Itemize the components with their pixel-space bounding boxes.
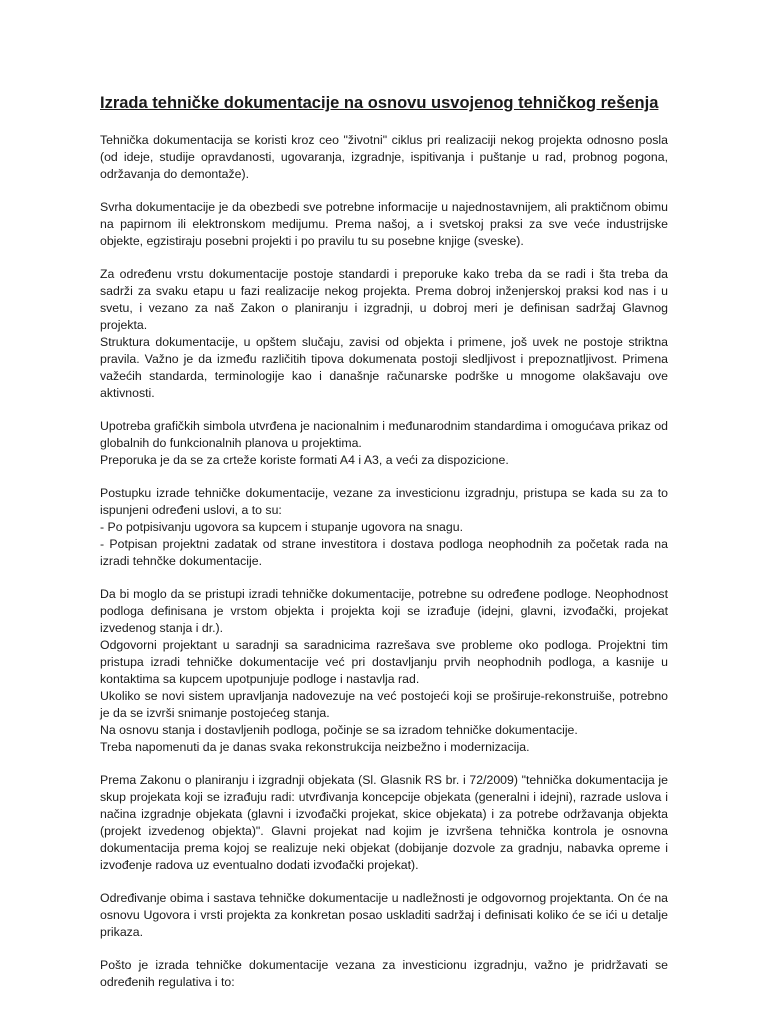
- document-body: [100, 132, 668, 991]
- paragraph-prerequisites: Da bi moglo da se pristupi izradi tehničke dokumentacije, potrebne su određene podloge. Neophodnost podloga definisana je vrstom objekta i projekta koji se izrađuje (idejni, glavni, izvođački, projekat izvedenog stanja i dr.).: [100, 587, 668, 635]
- paragraph-graphic-symbols: Upotreba grafičkih simbola utvrđena je nacionalnim i međunarodnim standardima i omogućava prikaz od globalnih do funkcionalnih planova u projektima.: [100, 419, 669, 450]
- list-item-contract: - Po potpisivanju ugovora sa kupcem i stupanje ugovora na snagu.: [100, 520, 463, 534]
- paragraph-standards: Za određenu vrstu dokumentacije postoje standardi i preporuke kako treba da se radi i šta treba da sadrži za svaku etapu u fazi realizacije nekog projekta. Prema dobroj inženjerskoj praksi kod nas i u svetu, i vezano za naš Zakon o planiranju i izgradnji, u dobroj meri je definisan sadržaj Glavnog projekta.: [100, 267, 668, 332]
- paragraph-regulations: Pošto je izrada tehničke dokumentacije vezana za investicionu izgradnju, važno je pridržavati se određenih regulativa i to:: [100, 958, 668, 989]
- paragraph-existing-system: Ukoliko se novi sistem upravljanja nadovezuje na već postojeći koji se proširuje-rekonstruiše, potrebno je da se izvrši snimanje postojećeg stanja.: [100, 689, 668, 720]
- paragraph-reconstruction: Treba napomenuti da je danas svaka rekonstrukcija neizbežno i modernizacija.: [100, 740, 530, 754]
- list-item-project-task: - Potpisan projektni zadatak od strane investitora i dostava podloga neophodnih za početak rada na izradi tehnčke dokumentacije.: [100, 537, 668, 568]
- paragraph-law-definition: Prema Zakonu o planiranju i izgradnji objekata (Sl. Glasnik RS br. i 72/2009) "tehnička dokumentacija je skup projekata koji se izrađuju radi: utvrđivanja koncepcije objekata (generalni i idejni), razrade uslova i načina izgradnje objekata (glavni i izvođački projekat, skice objekata) i za potrebe održavanja objekta (projekt izvedenog objekta)". Glavni projekat nad kojim je izvršena tehnička kontrola je osnovna dokumentacija prema kojoj se realizuje neki objekat (dobijanje dozvole za gradnju, nabavka opreme i izvođenje radova uz eventualno dodati izvođački projekat).: [100, 773, 668, 872]
- paragraph-lifecycle: Tehnička dokumentacija se koristi kroz ceo "životni" ciklus pri realizaciji nekog projekta odnosno posla (od ideje, studije opravdanosti, ugovaranja, izgradnje, ispitivanja i puštanje u rad, probnog pogona, održavanja do demontaže).: [100, 133, 668, 181]
- paragraph-responsible-designer: Odgovorni projektant u saradnji sa saradnicima razrešava sve probleme oko podloga. Projektni tim pristupa izradi tehničke dokumentacije već pri dostavljanju prvih neophodnih podloga, a kasnije u kontaktima sa kupcem upotpunjuje podloge i nastavlja rad.: [100, 638, 668, 686]
- paragraph-scope: Određivanje obima i sastava tehničke dokumentacije u nadležnosti je odgovornog projektanta. On će na osnovu Ugovora i vrsti projekta za konkretan posao uskladiti sadržaj i definisati koliko će se ići u detalje prikaza.: [100, 891, 668, 939]
- paragraph-formats: Preporuka je da se za crteže koriste formati A4 i A3, a veći za dispozicione.: [100, 453, 509, 467]
- paragraph-conditions-intro: Postupku izrade tehničke dokumentacije, vezane za investicionu izgradnju, pristupa se kada su za to ispunjeni određeni uslovi, a to su:: [100, 486, 668, 517]
- paragraph-purpose: Svrha dokumentacije je da obezbedi sve potrebne informacije u najednostavnijem, ali praktičnom obimu na papirnom ili elektronskom medijumu. Prema našoj, a i svetskoj praksi za sve veće industrijske objekte, egzistiraju posebni projekti i po pravilu tu su posebne knjige (sveske).: [100, 200, 668, 248]
- paragraph-structure: Struktura dokumentacije, u opštem slučaju, zavisi od objekta i primene, još uvek ne postoje striktna pravila. Važno je da između različitih tipova dokumenata postoji sledljivost i prepoznatljivost. Primena važećih standarda, terminologije kao i današnje računarske podrške u mnogome olakšavaju ove aktivnosti.: [100, 335, 668, 400]
- paragraph-start-work: Na osnovu stanja i dostavljenih podloga, počinje se sa izradom tehničke dokumentacije.: [100, 723, 578, 737]
- document-title: Izrada tehničke dokumentacije na osnovu usvojenog tehničkog rešenja: [100, 94, 659, 112]
